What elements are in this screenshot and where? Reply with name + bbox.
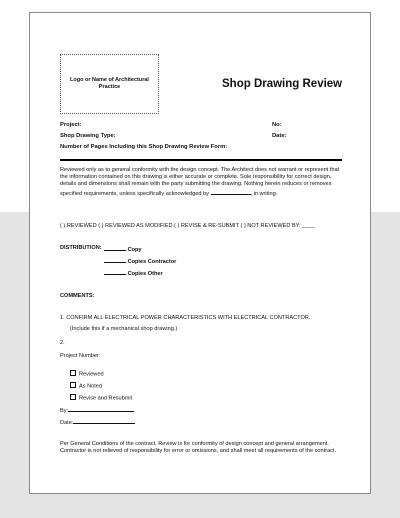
project-label: Project: — [60, 122, 82, 128]
date-label: Date: — [272, 133, 287, 139]
distribution-other — [104, 269, 163, 277]
distribution-label: DISTRIBUTION: — [60, 245, 102, 251]
acknowledged-by-blank — [211, 189, 251, 195]
review-status-options: ( ) REVIEWED ( ) REVIEWED AS MODIFIED ( ) REVISE & RE-SUBMIT ( ) NOT REVIEWED BY: ____ — [60, 223, 315, 229]
document-page — [29, 12, 371, 494]
by-line — [60, 406, 134, 414]
by-label: By: — [60, 408, 69, 414]
project-number-label: Project Number: — [60, 353, 101, 359]
contractor-label: Copies Contractor — [127, 259, 177, 265]
disclaimer-end: , in writing. — [250, 190, 278, 197]
date-blank — [73, 418, 135, 424]
copy-blank — [104, 245, 126, 251]
revise-check-label: Revise and Resubmit — [79, 395, 133, 402]
comment-item-1-note: (Include this if a mechanical shop drawing.) — [70, 326, 178, 332]
disclaimer-text: Reviewed only as to general conformity with the design concept. The Architect does not warrant or represent that the information contained on this drawing is either accurate or complete. Sole responsibility for correct design, details and dimensions shall remain with the party submitting the drawing. Nothing herein reduces or removes specified requirements, unless specifically acknowledged by — [60, 167, 340, 197]
contractor-blank — [104, 257, 126, 263]
by-blank — [68, 406, 134, 412]
revise-check-item — [70, 394, 132, 402]
as-noted-check-label: As Noted — [79, 383, 103, 390]
number-label: No: — [272, 122, 282, 128]
document-title: Shop Drawing Review — [222, 78, 343, 90]
distribution-contractor — [104, 257, 176, 265]
comment-date-label: Date: — [60, 420, 74, 426]
as-noted-checkbox — [70, 382, 76, 388]
other-label: Copies Other — [127, 271, 163, 277]
comment-item-1: 1. CONFIRM ALL ELECTRICAL POWER CHARACTERISTICS WITH ELECTRICAL CONTRACTOR. — [60, 315, 311, 321]
shop-drawing-type-label: Shop Drawing Type: — [60, 133, 116, 139]
footer-paragraph: Per General Conditions of the contract. Review is for conformity of design concept and general arrangement. Contractor is not relieved of responsibility for error or omissions, and shall meet all requirements of the contract. — [60, 441, 337, 455]
revise-checkbox — [70, 394, 76, 400]
other-blank — [104, 269, 126, 275]
reviewed-checkbox — [70, 370, 76, 376]
date-line — [60, 418, 135, 426]
reviewed-check-label: Reviewed — [79, 371, 104, 378]
page-count-label: Number of Pages Including this Shop Drawing Review Form: — [60, 144, 228, 150]
as-noted-check-item — [70, 382, 102, 390]
disclaimer-paragraph — [60, 167, 342, 198]
copy-label: Copy — [127, 247, 142, 253]
comments-label: COMMENTS: — [60, 293, 95, 299]
heading-rule — [60, 159, 342, 161]
reviewed-check-item — [70, 370, 104, 378]
distribution-copy — [104, 245, 142, 253]
comment-item-2: 2. — [60, 340, 65, 346]
logo-placeholder — [60, 54, 159, 114]
logo-placeholder-text: Logo or Name of Architectural Practice — [70, 77, 149, 90]
